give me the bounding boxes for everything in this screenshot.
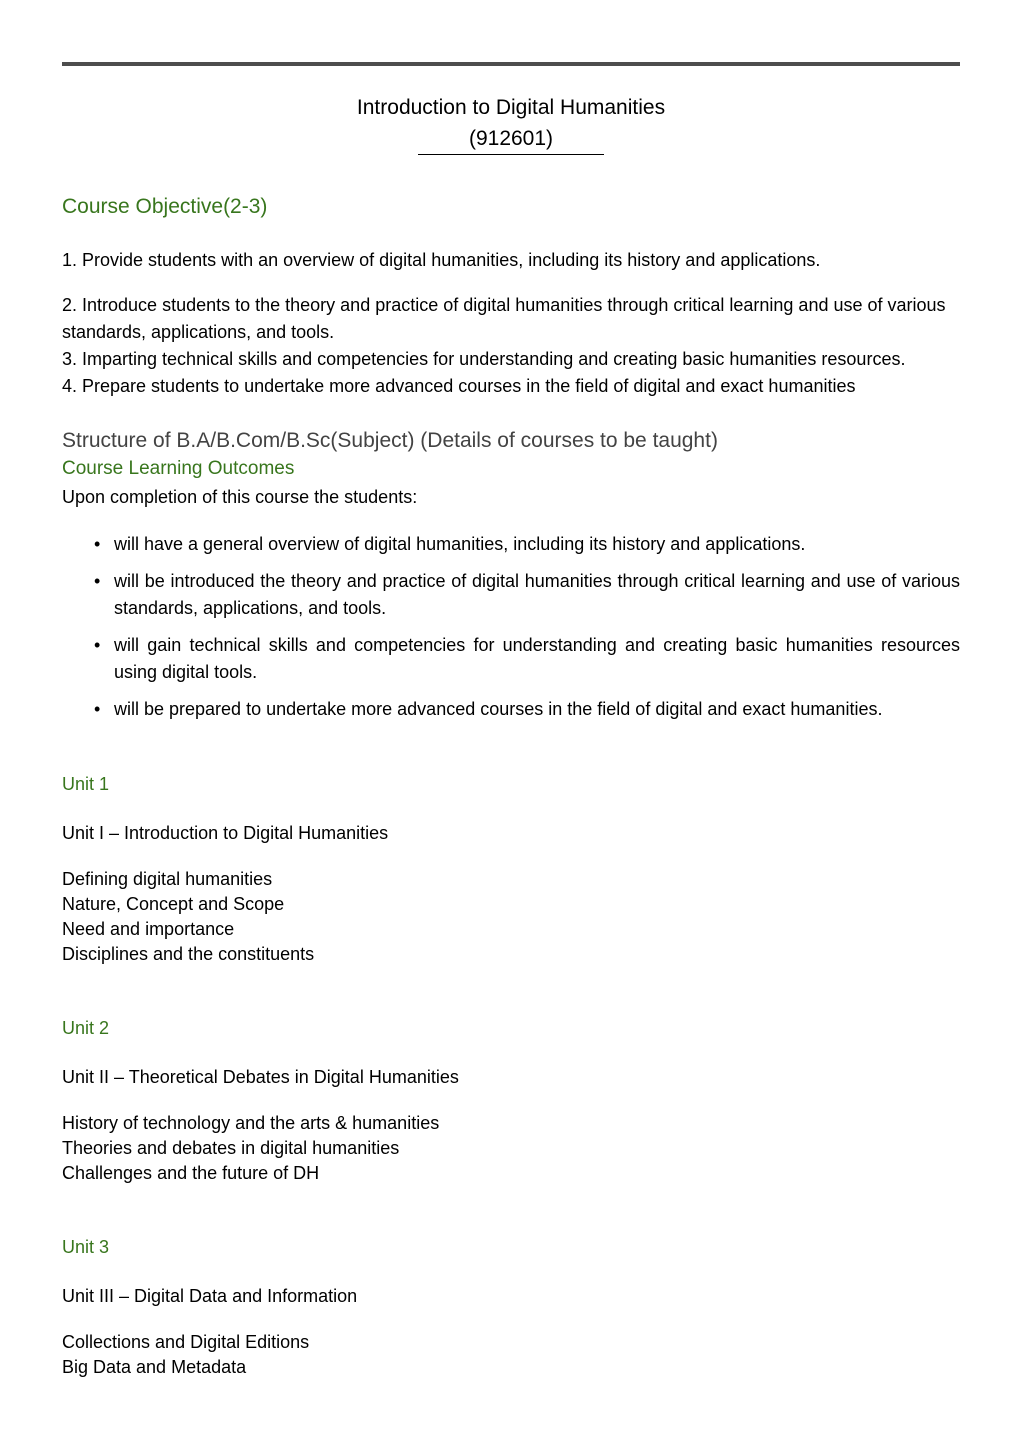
structure-heading: Structure of B.A/B.Com/B.Sc(Subject) (Details of courses to be taught) bbox=[62, 429, 718, 452]
unit-3-topic-2: Big Data and Metadata bbox=[62, 1357, 247, 1377]
unit-1-title: Unit I – Introduction to Digital Humanities bbox=[62, 823, 389, 843]
unit-2-title: Unit II – Theoretical Debates in Digital Humanities bbox=[62, 1067, 459, 1087]
unit-1-section bbox=[62, 771, 960, 967]
objective-paragraph-2: 2. Introduce students to the theory and practice of digital humanities through critical learning and use of various standards, applications, and tools. bbox=[62, 295, 946, 342]
unit-2-topics bbox=[62, 1111, 960, 1186]
unit-1-topic-2: Nature, Concept and Scope bbox=[62, 894, 285, 914]
unit-2-topic-3: Challenges and the future of DH bbox=[62, 1163, 320, 1183]
doc-title: Introduction to Digital Humanities bbox=[356, 96, 666, 119]
unit-2-topic-1: History of technology and the arts & humanities bbox=[62, 1113, 440, 1133]
unit-2-section bbox=[62, 1015, 960, 1186]
objective-paragraph-1: 1. Provide students with an overview of digital humanities, including its history and applications. bbox=[62, 250, 821, 270]
unit-1-topic-3: Need and importance bbox=[62, 919, 235, 939]
unit-2-topic-2: Theories and debates in digital humanities bbox=[62, 1138, 400, 1158]
outcome-bullet-2: • will be introduced the theory and practice of digital humanities through critical learning and use of various standards, applications, and tools. bbox=[62, 568, 960, 622]
unit-3-section bbox=[62, 1234, 960, 1380]
course-learning-outcomes-heading: Course Learning Outcomes bbox=[62, 458, 295, 479]
unit-1-topic-1: Defining digital humanities bbox=[62, 869, 273, 889]
course-objective-heading: Course Objective(2-3) bbox=[62, 195, 268, 218]
doc-code: (912601) bbox=[418, 123, 604, 155]
title-block bbox=[62, 92, 960, 155]
outcomes-list bbox=[62, 531, 960, 723]
unit-3-topics bbox=[62, 1330, 960, 1380]
objective-paragraph-4: 4. Prepare students to undertake more advanced courses in the field of digital and exact humanities bbox=[62, 376, 856, 396]
outcomes-intro: Upon completion of this course the students: bbox=[62, 487, 418, 507]
doc-code-line bbox=[62, 123, 960, 155]
unit-1-topics bbox=[62, 867, 960, 967]
unit-1-topic-4: Disciplines and the constituents bbox=[62, 944, 315, 964]
outcome-bullet-1: • will have a general overview of digital humanities, including its history and applications. bbox=[62, 531, 960, 558]
unit-3-heading: Unit 3 bbox=[62, 1237, 110, 1257]
unit-1-heading: Unit 1 bbox=[62, 774, 110, 794]
unit-3-topic-1: Collections and Digital Editions bbox=[62, 1332, 310, 1352]
top-horizontal-rule bbox=[62, 62, 960, 66]
objective-paragraphs bbox=[62, 247, 960, 400]
unit-3-title: Unit III – Digital Data and Information bbox=[62, 1286, 358, 1306]
unit-2-heading: Unit 2 bbox=[62, 1018, 110, 1038]
outcome-bullet-4: • will be prepared to undertake more advanced courses in the field of digital and exact humanities. bbox=[62, 696, 960, 723]
outcome-bullet-3: • will gain technical skills and competencies for understanding and creating basic humanities resources using digital tools. bbox=[62, 632, 960, 686]
objective-paragraph-3: 3. Imparting technical skills and competencies for understanding and creating basic humanities resources. bbox=[62, 349, 906, 369]
